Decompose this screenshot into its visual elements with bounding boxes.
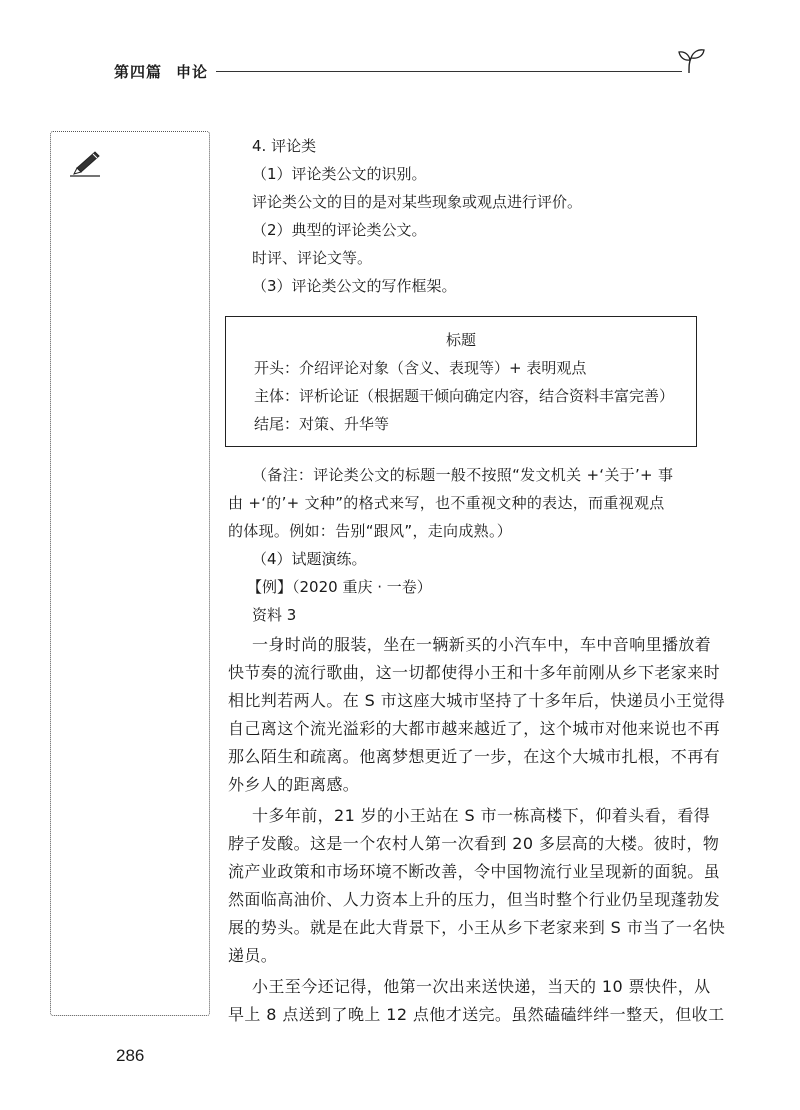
item2-heading: （2）典型的评论类公文。 (252, 221, 427, 239)
paragraph-line: 早上 8 点送到了晚上 12 点他才送完。虽然磕磕绊绊一整天，但收工 (228, 1005, 725, 1024)
note-line: 由 +‘的’+ 文种”的格式来写，也不重视文种的表达，而重视观点 (228, 494, 665, 512)
pencil-icon (67, 148, 103, 178)
page-number: 286 (116, 1046, 145, 1065)
paragraph-line: 相比判若两人。在 S 市这座大城市坚持了十多年后，快递员小王觉得 (228, 691, 726, 710)
item1-text: 评论类公文的目的是对某些现象或观点进行评价。 (252, 193, 583, 211)
framework-body: 主体：评析论证（根据题干倾向确定内容，结合资料丰富完善） (254, 387, 675, 405)
paragraph-line: 脖子发酸。这是一个农村人第一次看到 20 多层高的大楼。彼时，物 (228, 834, 720, 853)
section-heading: 4. 评论类 (252, 137, 317, 155)
paragraph-line: 快节奏的流行歌曲，这一切都使得小王和十多年前刚从乡下老家来时 (228, 663, 721, 682)
paragraph-line: 递员。 (228, 946, 278, 965)
material-label: 资料 3 (252, 606, 297, 624)
paragraph-line: 流产业政策和市场环境不断改善，令中国物流行业呈现新的面貌。虽 (228, 862, 721, 881)
item1-heading: （1）评论类公文的识别。 (252, 165, 427, 183)
paragraph-line: 小王至今还记得，他第一次出来送快递，当天的 10 票快件，从 (252, 977, 711, 996)
paragraph-line: 十多年前，21 岁的小王站在 S 市一栋高楼下，仰着头看，看得 (252, 806, 711, 825)
framework-ending: 结尾：对策、升华等 (254, 415, 390, 433)
note-line: 的体现。例如：告别“跟风”，走向成熟。） (228, 522, 513, 540)
header-rule (216, 71, 682, 72)
item2-text: 时评、评论文等。 (252, 249, 373, 267)
subject-label: 申论 (176, 63, 209, 81)
item3-heading: （3）评论类公文的写作框架。 (252, 277, 457, 295)
framework-title: 标题 (445, 331, 476, 349)
paragraph-line: 然面临高油价、人力资本上升的压力，但当时整个行业仍呈现蓬勃发 (228, 890, 721, 909)
example-label: 【例】（2020 重庆 · 一卷） (247, 578, 432, 596)
paragraph-line: 展的势头。就是在此大背景下，小王从乡下老家来到 S 市当了一名快 (228, 918, 726, 937)
sprout-icon (676, 46, 706, 76)
margin-note-box (50, 131, 210, 1016)
framework-opening: 开头：介绍评论对象（含义、表现等）+ 表明观点 (254, 359, 587, 377)
paragraph-line: 那么陌生和疏离。他离梦想更近了一步，在这个大城市扎根，不再有 (228, 747, 721, 766)
paragraph-line: 一身时尚的服装，坐在一辆新买的小汽车中，车中音响里播放着 (252, 635, 712, 654)
item4-heading: （4）试题演练。 (252, 550, 367, 568)
part-label: 第四篇 (114, 63, 163, 81)
paragraph-line: 外乡人的距离感。 (228, 775, 360, 794)
framework-box (225, 316, 697, 447)
note-line: （备注：评论类公文的标题一般不按照“发文机关 +‘关于’+ 事 (252, 466, 674, 484)
header-title (114, 61, 208, 82)
paragraph-line: 自己离这个流光溢彩的大都市越来越近了，这个城市对他来说也不再 (228, 719, 721, 738)
